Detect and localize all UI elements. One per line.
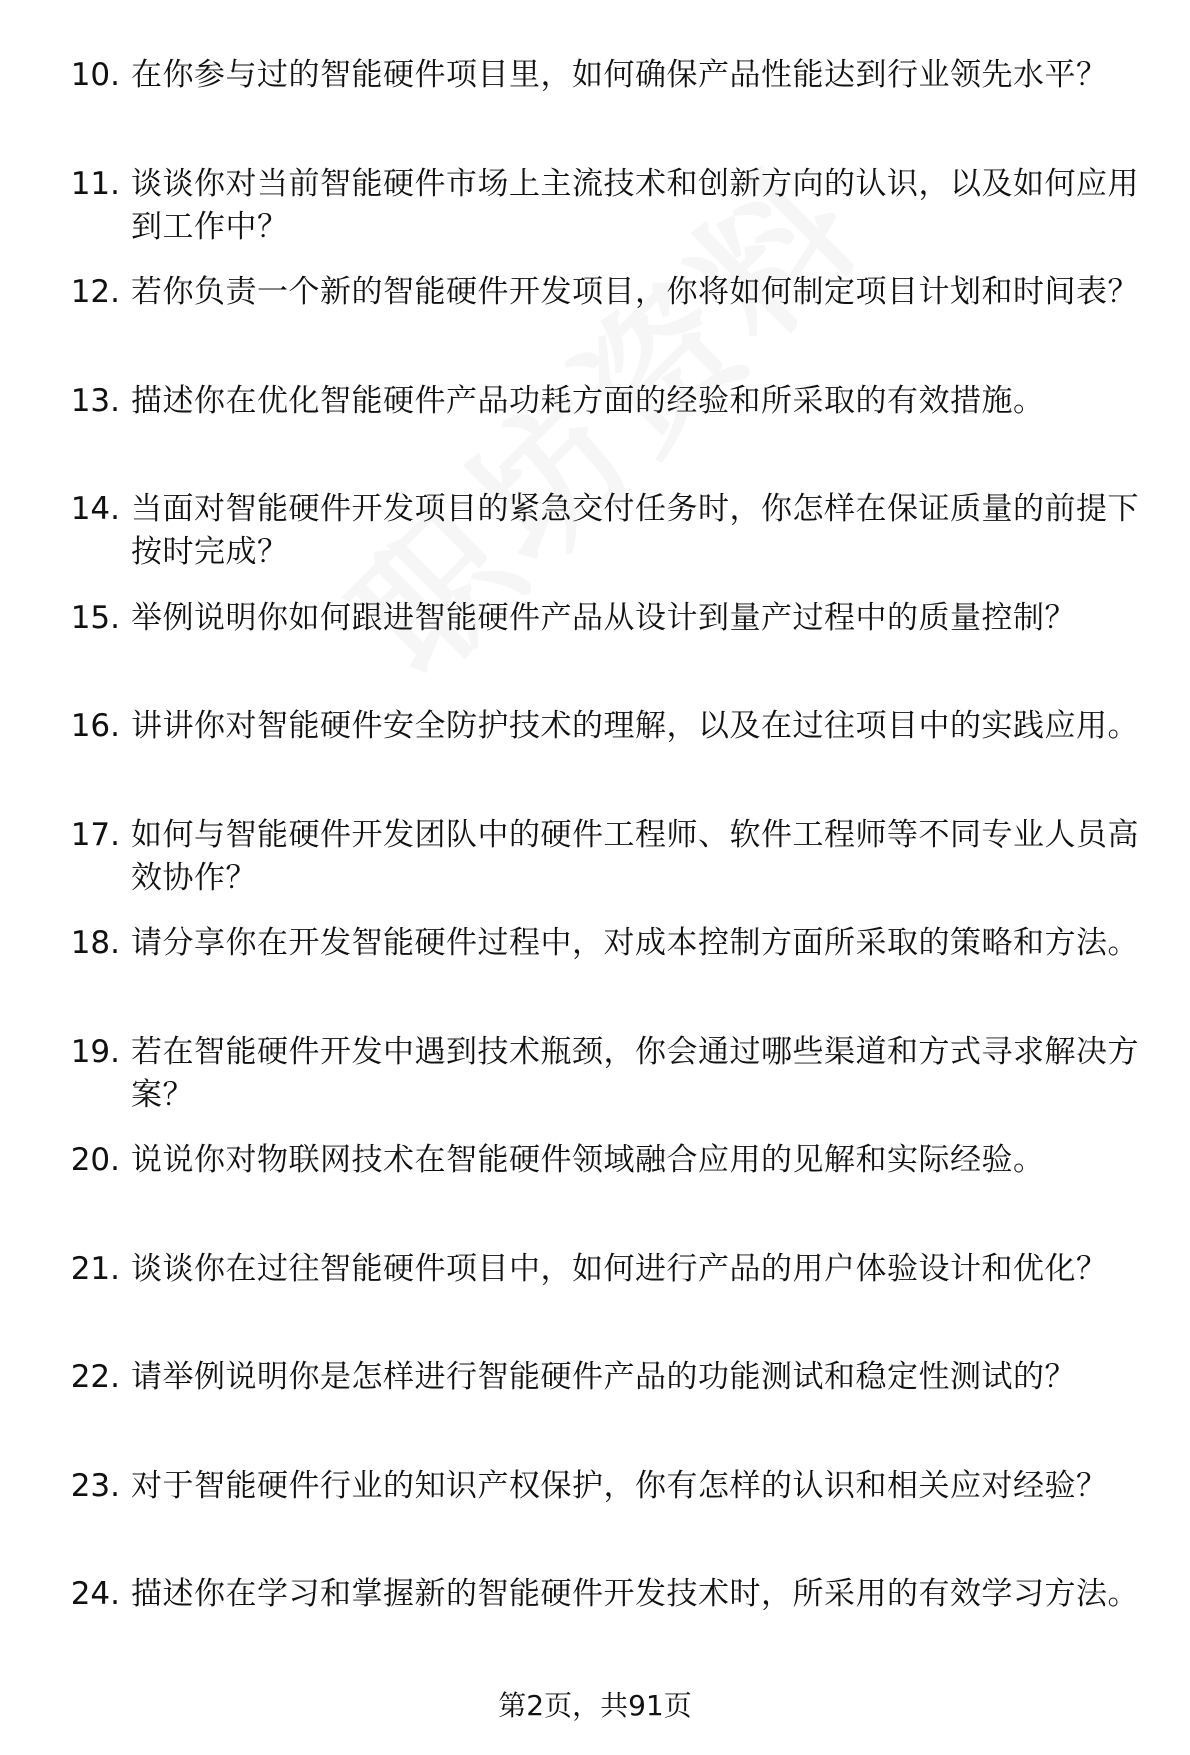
page-footer: 第2页，共91页 [498, 1689, 692, 1722]
list-item [0, 1248, 1190, 1357]
question-text: 若你负责一个新的智能硬件开发项目，你将如何制定项目计划和时间表？ [131, 274, 1139, 310]
question-number: 11. [70, 165, 120, 202]
question-number: 14. [70, 491, 120, 527]
question-number: 10. [70, 57, 120, 93]
question-text: 当面对智能硬件开发项目的紧急交付任务时，你怎样在保证质量的前提下按时完成？ [131, 491, 1139, 570]
list-item [0, 922, 1190, 1031]
question-text: 在你参与过的智能硬件项目里，如何确保产品性能达到行业领先水平？ [131, 57, 1108, 93]
question-number: 15. [70, 599, 120, 636]
question-text: 谈谈你对当前智能硬件市场上主流技术和创新方向的认识，以及如何应用到工作中？ [131, 165, 1139, 245]
question-text: 如何与智能硬件开发团队中的硬件工程师、软件工程师等不同专业人员高效协作？ [131, 816, 1139, 896]
question-text: 说说你对物联网技术在智能硬件领域融合应用的见解和实际经验。 [131, 1142, 1045, 1178]
list-item [0, 705, 1190, 814]
list-item [0, 597, 1190, 706]
question-number: 12. [70, 274, 120, 310]
list-item [0, 1356, 1190, 1465]
question-list [0, 54, 1190, 1682]
question-number: 24. [70, 1576, 120, 1612]
list-item [0, 163, 1190, 272]
question-text: 谈谈你在过往智能硬件项目中，如何进行产品的用户体验设计和优化？ [131, 1250, 1108, 1287]
question-number: 19. [70, 1033, 120, 1070]
list-item [0, 1465, 1190, 1574]
question-text: 请分享你在开发智能硬件过程中，对成本控制方面所采取的策略和方法。 [131, 925, 1139, 961]
list-item [0, 271, 1190, 380]
question-text: 描述你在优化智能硬件产品功耗方面的经验和所采取的有效措施。 [131, 382, 1045, 419]
list-item [0, 1139, 1190, 1248]
list-item [0, 814, 1190, 923]
question-number: 13. [70, 382, 120, 419]
question-number: 18. [70, 925, 120, 961]
question-text: 若在智能硬件开发中遇到技术瓶颈，你会通过哪些渠道和方式寻求解决方案？ [131, 1033, 1139, 1113]
question-text: 讲讲你对智能硬件安全防护技术的理解，以及在过往项目中的实践应用。 [131, 708, 1139, 744]
question-text: 请举例说明你是怎样进行智能硬件产品的功能测试和稳定性测试的？ [131, 1359, 1076, 1395]
list-item [0, 380, 1190, 489]
list-item [0, 1573, 1190, 1682]
question-text: 对于智能硬件行业的知识产权保护，你有怎样的认识和相关应对经验？ [131, 1467, 1108, 1504]
question-number: 22. [70, 1359, 120, 1395]
question-number: 17. [70, 816, 120, 853]
question-text: 举例说明你如何跟进智能硬件产品从设计到量产过程中的质量控制？ [131, 599, 1076, 636]
question-number: 23. [70, 1467, 120, 1504]
question-number: 16. [70, 708, 120, 744]
question-text: 描述你在学习和掌握新的智能硬件开发技术时，所采用的有效学习方法。 [131, 1576, 1139, 1612]
question-number: 21. [70, 1250, 120, 1287]
list-item [0, 54, 1190, 163]
list-item [0, 488, 1190, 597]
question-number: 20. [70, 1142, 120, 1178]
list-item [0, 1031, 1190, 1140]
